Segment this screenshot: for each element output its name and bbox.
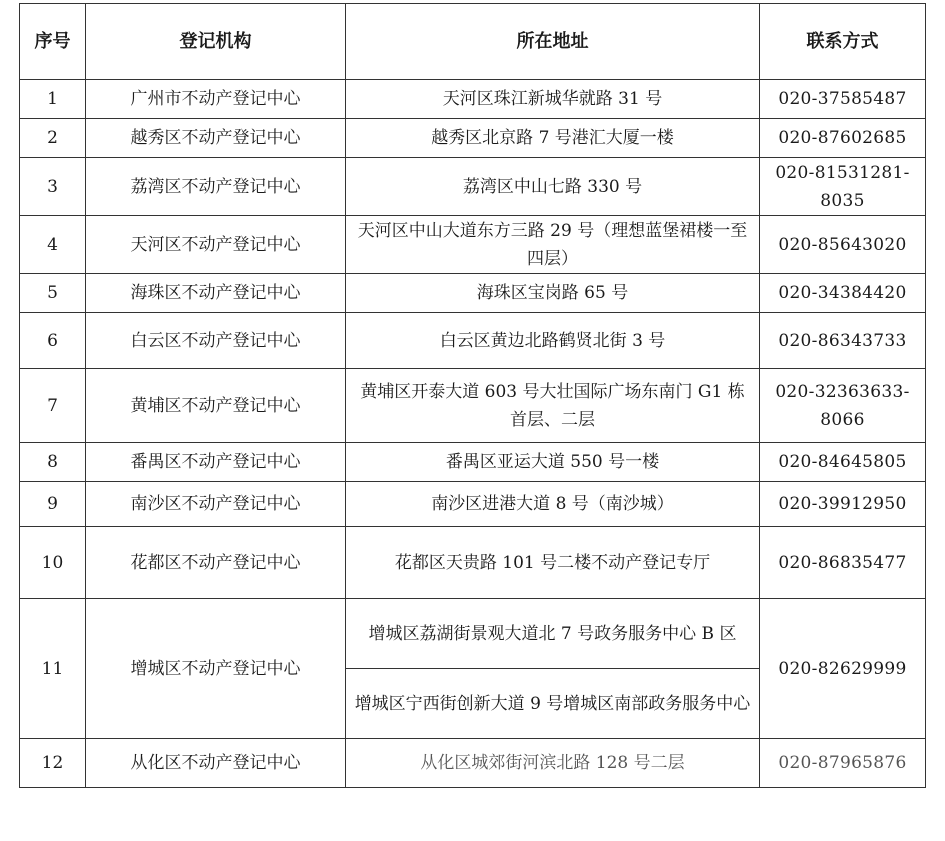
- cell-no: 5: [20, 274, 86, 313]
- cell-phone: 020-82629999: [760, 599, 926, 739]
- cell-org: 从化区不动产登记中心: [86, 739, 346, 788]
- cell-no: 10: [20, 527, 86, 599]
- cell-no: 6: [20, 313, 86, 369]
- cell-org: 花都区不动产登记中心: [86, 527, 346, 599]
- cell-org: 天河区不动产登记中心: [86, 216, 346, 274]
- table-row: [20, 313, 926, 369]
- table-row: [20, 369, 926, 443]
- cell-no: 11: [20, 599, 86, 739]
- cell-no: 1: [20, 80, 86, 119]
- cell-phone: 020-87602685: [760, 119, 926, 158]
- cell-phone: 020-86835477: [760, 527, 926, 599]
- cell-addr: 增城区荔湖街景观大道北 7 号政务服务中心 B 区: [346, 599, 760, 669]
- table-row: [20, 274, 926, 313]
- cell-phone: 020-32363633-8066: [760, 369, 926, 443]
- cell-no: 2: [20, 119, 86, 158]
- header-contact: 联系方式: [760, 4, 926, 80]
- cell-org: 海珠区不动产登记中心: [86, 274, 346, 313]
- cell-phone: 020-37585487: [760, 80, 926, 119]
- header-addr: 所在地址: [346, 4, 760, 80]
- cell-addr: 天河区珠江新城华就路 31 号: [346, 80, 760, 119]
- table-row: [20, 482, 926, 527]
- table-header-row: [20, 4, 926, 80]
- table-row: [20, 119, 926, 158]
- table-row: [20, 599, 926, 669]
- table-row: [20, 527, 926, 599]
- cell-addr: 白云区黄边北路鹤贤北街 3 号: [346, 313, 760, 369]
- cell-org: 荔湾区不动产登记中心: [86, 158, 346, 216]
- cell-addr: 番禺区亚运大道 550 号一楼: [346, 443, 760, 482]
- cell-addr: 花都区天贵路 101 号二楼不动产登记专厅: [346, 527, 760, 599]
- cell-phone: 020-39912950: [760, 482, 926, 527]
- table-row: [20, 80, 926, 119]
- cell-addr: 黄埔区开泰大道 603 号大壮国际广场东南门 G1 栋首层、二层: [346, 369, 760, 443]
- cell-addr: 荔湾区中山七路 330 号: [346, 158, 760, 216]
- cell-no: 9: [20, 482, 86, 527]
- cell-phone: 020-34384420: [760, 274, 926, 313]
- cell-no: 3: [20, 158, 86, 216]
- table-row: [20, 216, 926, 274]
- cell-no: 8: [20, 443, 86, 482]
- cell-org: 黄埔区不动产登记中心: [86, 369, 346, 443]
- cell-addr: 海珠区宝岗路 65 号: [346, 274, 760, 313]
- cell-phone: 020-84645805: [760, 443, 926, 482]
- header-no: 序号: [20, 4, 86, 80]
- cell-org: 白云区不动产登记中心: [86, 313, 346, 369]
- cell-no: 7: [20, 369, 86, 443]
- cell-addr: 南沙区进港大道 8 号（南沙城）: [346, 482, 760, 527]
- header-org: 登记机构: [86, 4, 346, 80]
- registry-office-table: [19, 3, 926, 788]
- cell-org: 南沙区不动产登记中心: [86, 482, 346, 527]
- cell-addr: 越秀区北京路 7 号港汇大厦一楼: [346, 119, 760, 158]
- cell-phone: 020-87965876: [760, 739, 926, 788]
- cell-addr: 天河区中山大道东方三路 29 号（理想蓝堡裙楼一至四层）: [346, 216, 760, 274]
- cell-addr-secondary: 增城区宁西街创新大道 9 号增城区南部政务服务中心: [346, 669, 760, 739]
- cell-phone: 020-85643020: [760, 216, 926, 274]
- cell-org: 增城区不动产登记中心: [86, 599, 346, 739]
- cell-phone: 020-81531281-8035: [760, 158, 926, 216]
- cell-addr: 从化区城郊街河滨北路 128 号二层: [346, 739, 760, 788]
- cell-org: 越秀区不动产登记中心: [86, 119, 346, 158]
- table-row: [20, 158, 926, 216]
- table-row: [20, 443, 926, 482]
- cell-org: 广州市不动产登记中心: [86, 80, 346, 119]
- cell-phone: 020-86343733: [760, 313, 926, 369]
- cell-no: 4: [20, 216, 86, 274]
- cell-org: 番禺区不动产登记中心: [86, 443, 346, 482]
- cell-no: 12: [20, 739, 86, 788]
- table-row: [20, 739, 926, 788]
